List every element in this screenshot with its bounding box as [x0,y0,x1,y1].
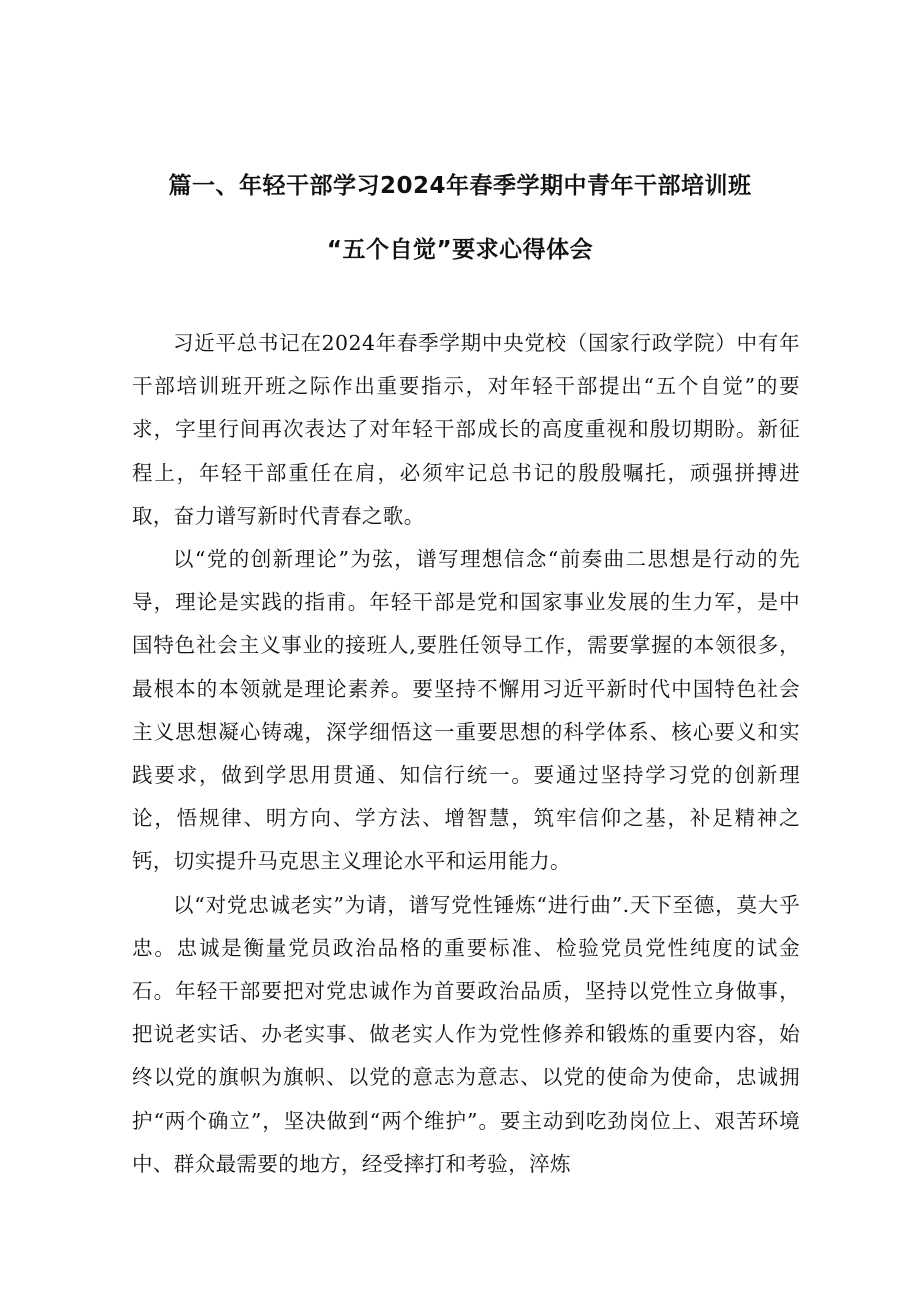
paragraph-2: 以“党的创新理论”为弦，谱写理想信念“前奏曲二思想是行动的先导，理论是实践的指甫。年轻干部是党和国家事业发展的生力军，是中国特色社会主义事业的接班人,要胜任领导工作，需要掌握的本领很多，最根本的本领就是理论素养。要坚持不懈用习近平新时代中国特色社会主义思想凝心铸魂，深学细悟这一重要思想的科学体系、核心要义和实践要求，做到学思用贯通、知信行统一。要通过坚持学习党的创新理论，悟规律、明方向、学方法、增智慧，筑牢信仰之基，补足精神之钙，切实提升马克思主义理论水平和运用能力。 [132,547,800,874]
title-line-2: “五个自觉”要求心得体会 [326,237,594,263]
document-body [132,322,800,1186]
paragraph-1: 习近平总书记在2024年春季学期中央党校（国家行政学院）中有年干部培训班开班之际作出重要指示，对年轻干部提出“五个自觉”的要求，字里行间再次表达了对年轻干部成长的高度重视和殷切期盼。新征程上，年轻干部重任在肩，必须牢记总书记的殷殷嘱托，顽强拼搏进取，奋力谱写新时代青春之歌。 [132,331,800,528]
paragraph-3: 以“对党忠诚老实”为请，谱写党性锤炼“进行曲”.天下至德，莫大乎忠。忠诚是衡量党员政治品格的重要标准、检验党员党性纯度的试金石。年轻干部要把对党忠诚作为首要政治品质，坚持以党性立身做事，把说老实话、办老实事、做老实人作为党性修养和锻炼的重要内容，始终以党的旗帜为旗帜、以党的意志为意志、以党的使命为使命，忠诚拥护“两个确立”，坚决做到“两个维护”。要主动到吃劲岗位上、艰苦环境中、群众最需要的地方，经受摔打和考验，淬炼 [132,892,800,1176]
title-line-1: 篇一、年轻干部学习2024年春季学期中青年干部培训班 [168,173,752,199]
document-title [0,166,920,270]
